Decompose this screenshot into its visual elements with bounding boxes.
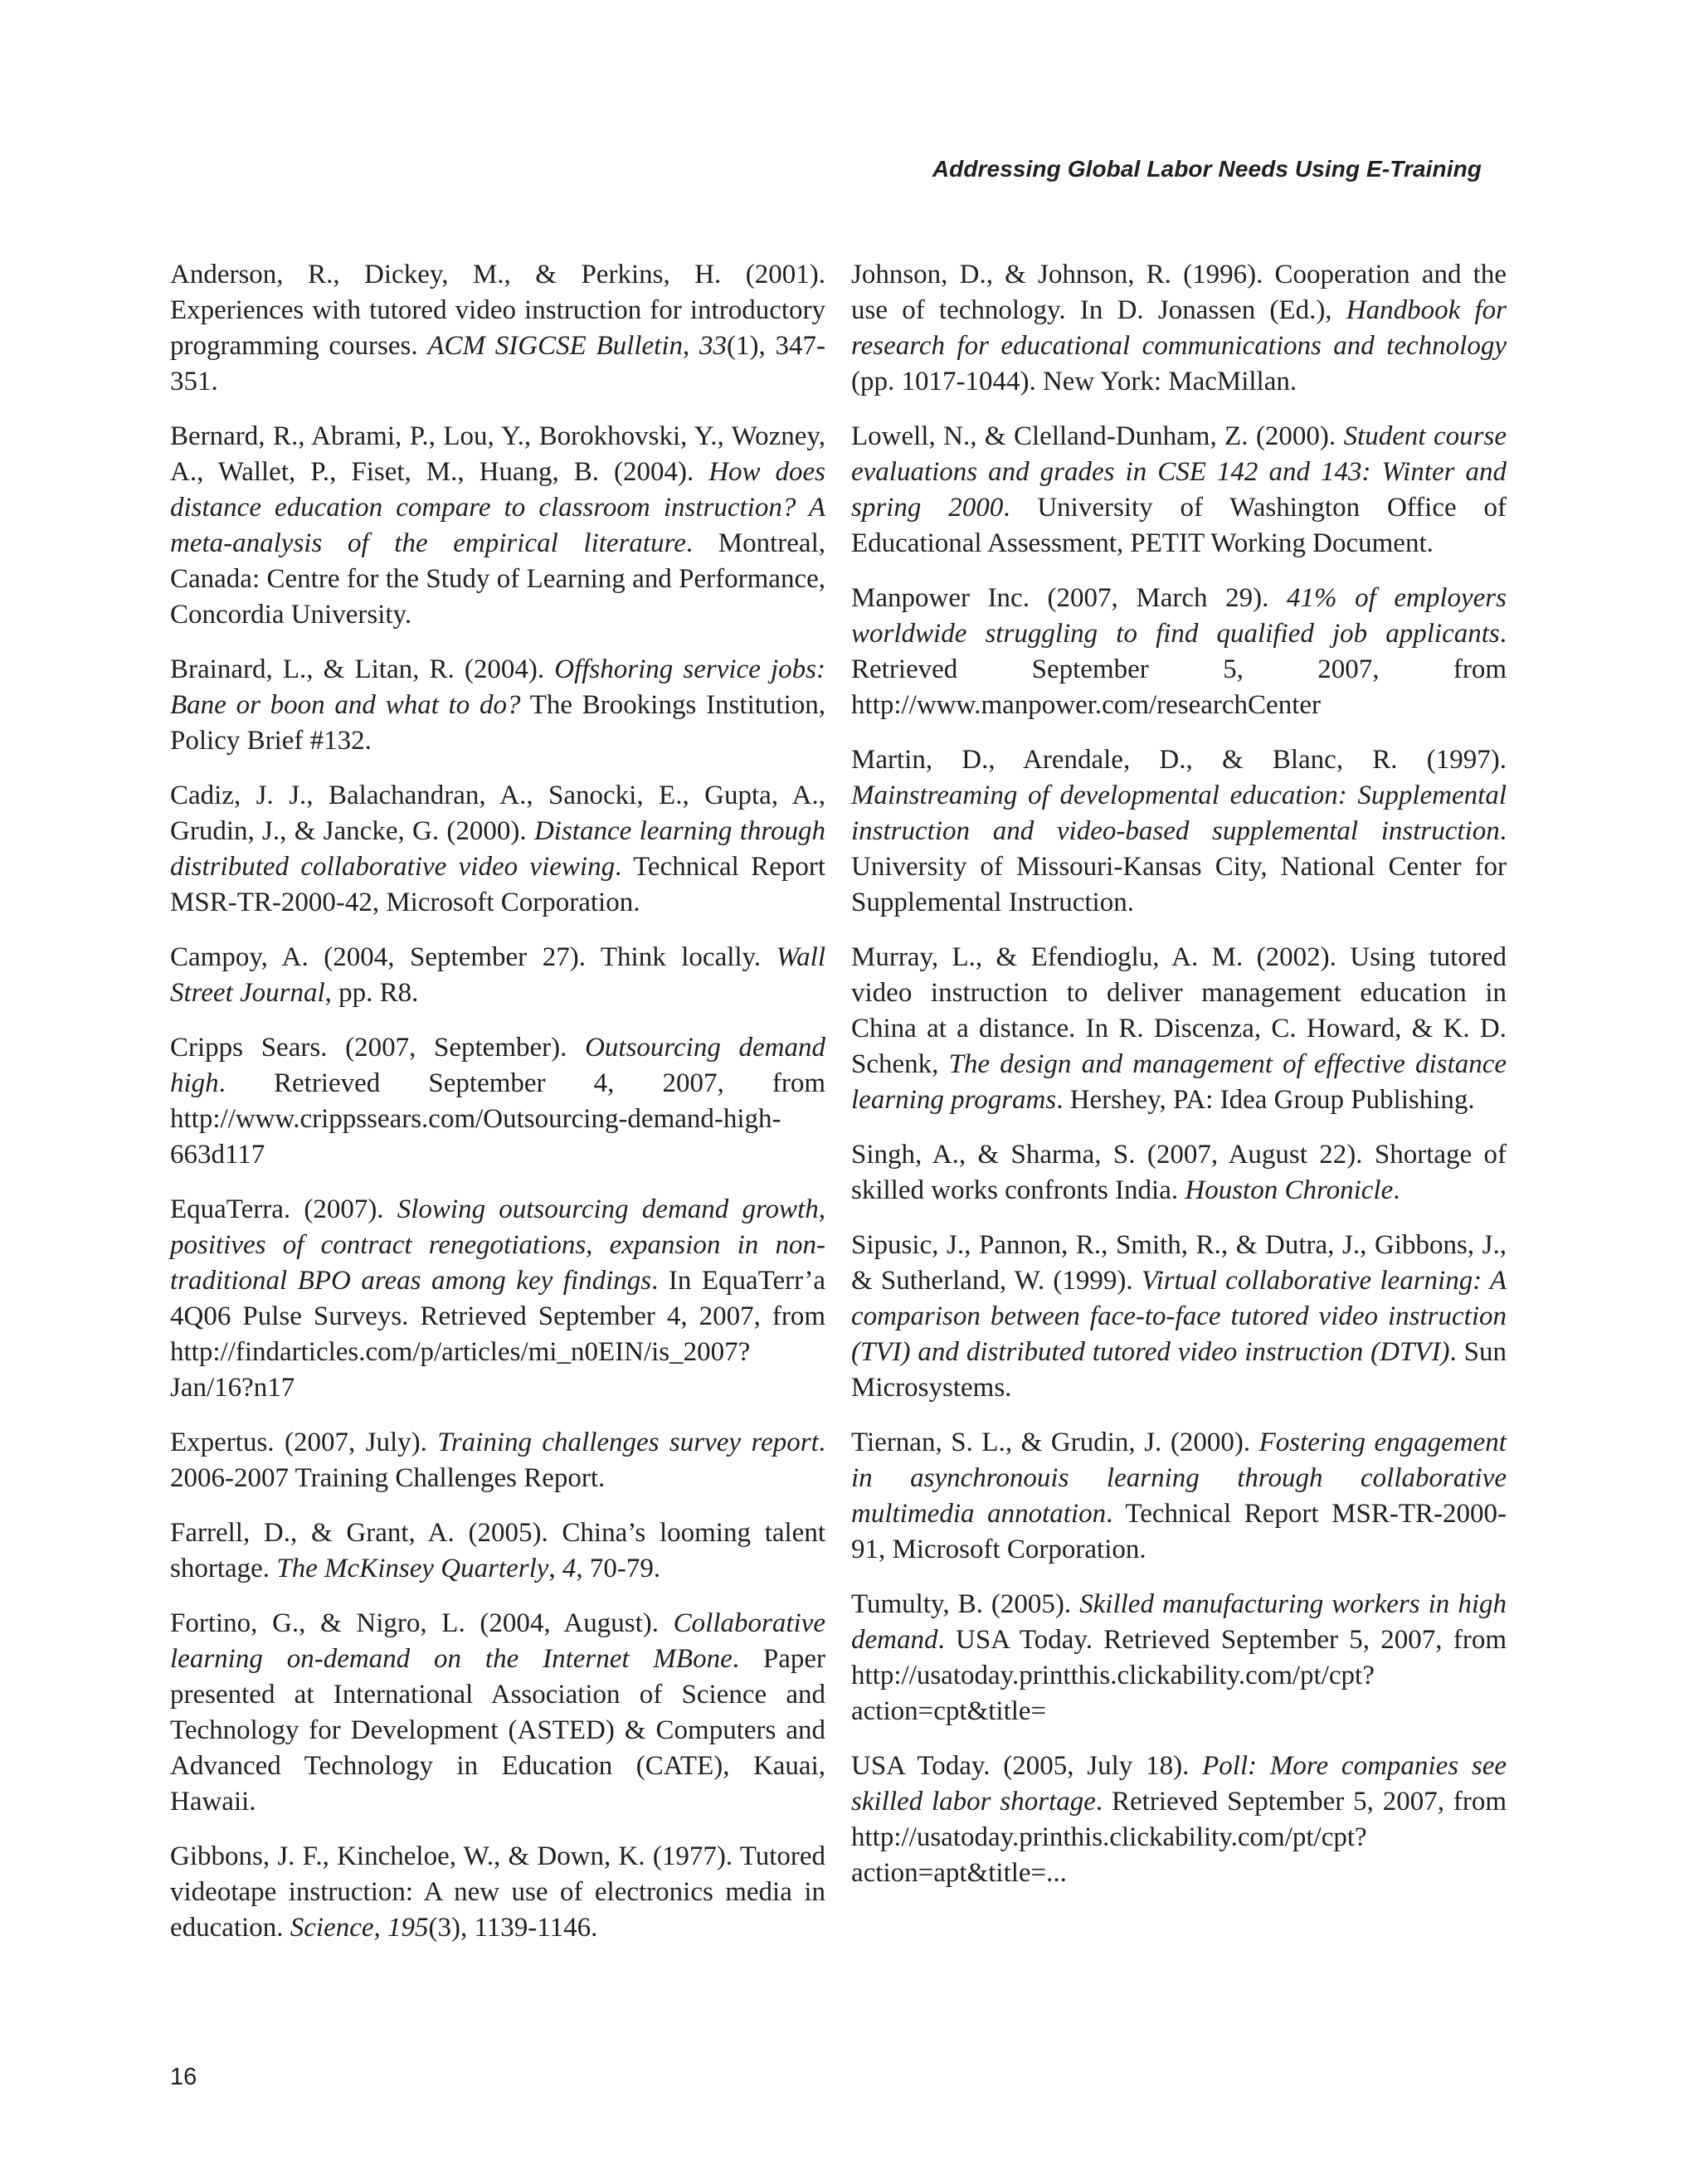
reference-title-italic: Handbook for research for educational communications and technology xyxy=(851,295,1507,361)
reference-entry xyxy=(170,940,825,1011)
reference-title-italic: Wall Street Journal xyxy=(170,942,825,1008)
reference-text: . Hershey, PA: Idea Group Publishing. xyxy=(1056,1085,1475,1115)
reference-title-italic: 33 xyxy=(699,331,728,361)
reference-entry xyxy=(851,1425,1507,1568)
reference-entry xyxy=(170,1839,825,1946)
reference-title-italic: Offshoring service jobs: Bane or boon and what to do? xyxy=(170,654,825,720)
reference-title-italic: Student course evaluations and grades in CSE 142 and 143: Winter and spring 2000 xyxy=(851,421,1507,523)
reference-title-italic: Science, 195 xyxy=(290,1913,429,1943)
reference-title-italic: Virtual collaborative learning: A comparison between face-to-face tutored video instruction (TVI) and distributed tutored video instruction (DTVI) xyxy=(851,1266,1507,1367)
reference-entry xyxy=(170,1192,825,1406)
reference-entry xyxy=(170,257,825,400)
reference-text: Expertus. (2007, July). xyxy=(170,1428,438,1457)
reference-text: USA Today. (2005, July 18). xyxy=(851,1751,1203,1781)
reference-title-italic: Outsourcing demand high xyxy=(170,1033,825,1098)
reference-title-italic: How does distance education compare to classroom instruction? A meta-analysis of the empirical literature xyxy=(170,457,825,558)
reference-text: Lowell, N., & Clelland-Dunham, Z. (2000). xyxy=(851,421,1344,451)
reference-title-italic: The McKinsey Quarterly xyxy=(276,1554,549,1583)
reference-text: Gibbons, J. F., Kincheloe, W., & Down, K. (1977). Tutored videotape instruction: A new use of electronics media in education. xyxy=(170,1841,825,1943)
reference-entry xyxy=(851,1137,1507,1209)
reference-text: . USA Today. Retrieved September 5, 2007, from http://usatoday.printthis.clickability.com/pt/cpt?action=cpt&title= xyxy=(851,1625,1507,1726)
reference-entry xyxy=(851,257,1507,400)
reference-text: EquaTerra. (2007). xyxy=(170,1194,397,1224)
reference-text: Tiernan, S. L., & Grudin, J. (2000). xyxy=(851,1428,1259,1457)
reference-text: The Brookings Institution, Policy Brief #132. xyxy=(170,690,825,756)
reference-text: , xyxy=(683,331,700,361)
reference-text: . University of Missouri-Kansas City, National Center for Supplemental Instruction. xyxy=(851,816,1507,917)
reference-title-italic: 41% of employers worldwide struggling to find qualified job applicants xyxy=(851,583,1507,649)
reference-text: (pp. 1017-1044). New York: MacMillan. xyxy=(851,367,1297,396)
reference-entry xyxy=(170,419,825,633)
reference-text: Martin, D., Arendale, D., & Blanc, R. (1997). xyxy=(851,745,1507,775)
reference-title-italic: Training challenges survey report xyxy=(437,1428,819,1457)
reference-entry xyxy=(170,1425,825,1496)
reference-text: . 2006-2007 Training Challenges Report. xyxy=(170,1428,825,1493)
reference-entry xyxy=(170,1030,825,1173)
reference-text: . Retrieved September 5, 2007, from http://usatoday.printhis.clickability.com/pt/cpt?action=apt&title=... xyxy=(851,1787,1507,1888)
reference-text: . Sun Microsystems. xyxy=(851,1337,1507,1403)
reference-entry xyxy=(170,1606,825,1820)
reference-title-italic: Houston Chronicle xyxy=(1185,1175,1394,1205)
page-number: 16 xyxy=(170,2064,197,2090)
reference-text: Tumulty, B. (2005). xyxy=(851,1589,1080,1619)
reference-text: . Technical Report MSR-TR-2000-42, Microsoft Corporation. xyxy=(170,852,825,917)
reference-text: Bernard, R., Abrami, P., Lou, Y., Borokhovski, Y., Wozney, A., Wallet, P., Fiset, M., Huang, B. (2004). xyxy=(170,421,825,487)
reference-entry xyxy=(851,940,1507,1118)
reference-title-italic: Slowing outsourcing demand growth, positives of contract renegotiations, expansion in non-traditional BPO areas among key findings xyxy=(170,1194,825,1296)
reference-title-italic: Poll: More companies see skilled labor shortage xyxy=(851,1751,1507,1817)
reference-text: Fortino, G., & Nigro, L. (2004, August). xyxy=(170,1608,674,1638)
reference-title-italic: Collaborative learning on-demand on the Internet MBone xyxy=(170,1608,825,1674)
reference-text: (1), 347-351. xyxy=(170,331,825,396)
reference-text: Sipusic, J., Pannon, R., Smith, R., & Dutra, J., Gibbons, J., & Sutherland, W. (1999). xyxy=(851,1230,1507,1296)
reference-title-italic: Mainstreaming of developmental education: Supplemental instruction and video-based supplemental instruction xyxy=(851,781,1507,846)
reference-text: Cadiz, J. J., Balachandran, A., Sanocki, E., Gupta, A., Grudin, J., & Jancke, G. (2000). xyxy=(170,781,825,846)
reference-title-italic: ACM SIGCSE Bulletin xyxy=(427,331,683,361)
reference-text: Murray, L., & Efendioglu, A. M. (2002). Using tutored video instruction to deliver management education in China at a distance. In R. Discenza, C. Howard, & K. D. Schenk, xyxy=(851,942,1507,1079)
references-column-right xyxy=(851,257,1507,1910)
reference-text: Johnson, D., & Johnson, R. (1996). Cooperation and the use of technology. In D. Jonassen (Ed.), xyxy=(851,260,1507,325)
reference-entry xyxy=(851,1587,1507,1729)
reference-text: . xyxy=(1393,1175,1400,1205)
reference-text: . Technical Report MSR-TR-2000-91, Microsoft Corporation. xyxy=(851,1499,1507,1564)
reference-entry xyxy=(170,778,825,921)
reference-text: , pp. R8. xyxy=(324,978,419,1008)
reference-text: . Retrieved September 5, 2007, from http://www.manpower.com/researchCenter xyxy=(851,619,1507,720)
reference-text: . Paper presented at International Association of Science and Technology for Development (ASTED) & Computers and Advanced Technology in Education (CATE), Kauai, Hawaii. xyxy=(170,1644,825,1817)
reference-entry xyxy=(851,581,1507,723)
reference-title-italic: Fostering engagement in asynchronouis learning through collaborative multimedia annotation xyxy=(851,1428,1507,1529)
reference-text: . Retrieved September 4, 2007, from http://www.crippssears.com/Outsourcing-demand-high-663d117 xyxy=(170,1068,825,1170)
reference-text: , xyxy=(548,1554,562,1583)
reference-entry xyxy=(170,652,825,759)
reference-text: . In EquaTerr’a 4Q06 Pulse Surveys. Retrieved September 4, 2007, from http://findarticles.com/p/articles/mi_n0EIN/is_2007?Jan/16?n17 xyxy=(170,1266,825,1403)
reference-title-italic: The design and management of effective distance learning programs xyxy=(851,1049,1507,1115)
reference-text: Singh, A., & Sharma, S. (2007, August 22). Shortage of skilled works confronts India. xyxy=(851,1140,1507,1205)
reference-text: Farrell, D., & Grant, A. (2005). China’s looming talent shortage. xyxy=(170,1518,825,1583)
reference-text: (3), 1139-1146. xyxy=(428,1913,598,1943)
reference-text: Cripps Sears. (2007, September). xyxy=(170,1033,586,1063)
reference-title-italic: Skilled manufacturing workers in high demand xyxy=(851,1589,1507,1655)
reference-text: . University of Washington Office of Educational Assessment, PETIT Working Document. xyxy=(851,493,1507,558)
reference-title-italic: 4 xyxy=(562,1554,577,1583)
reference-text: Manpower Inc. (2007, March 29). xyxy=(851,583,1287,613)
reference-text: . Montreal, Canada: Centre for the Study of Learning and Performance, Concordia University. xyxy=(170,528,825,630)
reference-entry xyxy=(851,1749,1507,1891)
running-head-title: Addressing Global Labor Needs Using E-Training xyxy=(932,156,1482,182)
reference-entry xyxy=(851,419,1507,562)
reference-text: Anderson, R., Dickey, M., & Perkins, H. (2001). Experiences with tutored video instruction for introductory programming courses. xyxy=(170,260,825,361)
reference-entry xyxy=(851,742,1507,921)
reference-title-italic: Distance learning through distributed collaborative video viewing xyxy=(170,816,826,882)
reference-entry xyxy=(851,1228,1507,1406)
reference-text: Campoy, A. (2004, September 27). Think locally. xyxy=(170,942,776,972)
reference-entry xyxy=(170,1515,825,1587)
references-column-left xyxy=(170,257,825,1965)
reference-text: Brainard, L., & Litan, R. (2004). xyxy=(170,654,555,684)
reference-text: , 70-79. xyxy=(576,1554,661,1583)
